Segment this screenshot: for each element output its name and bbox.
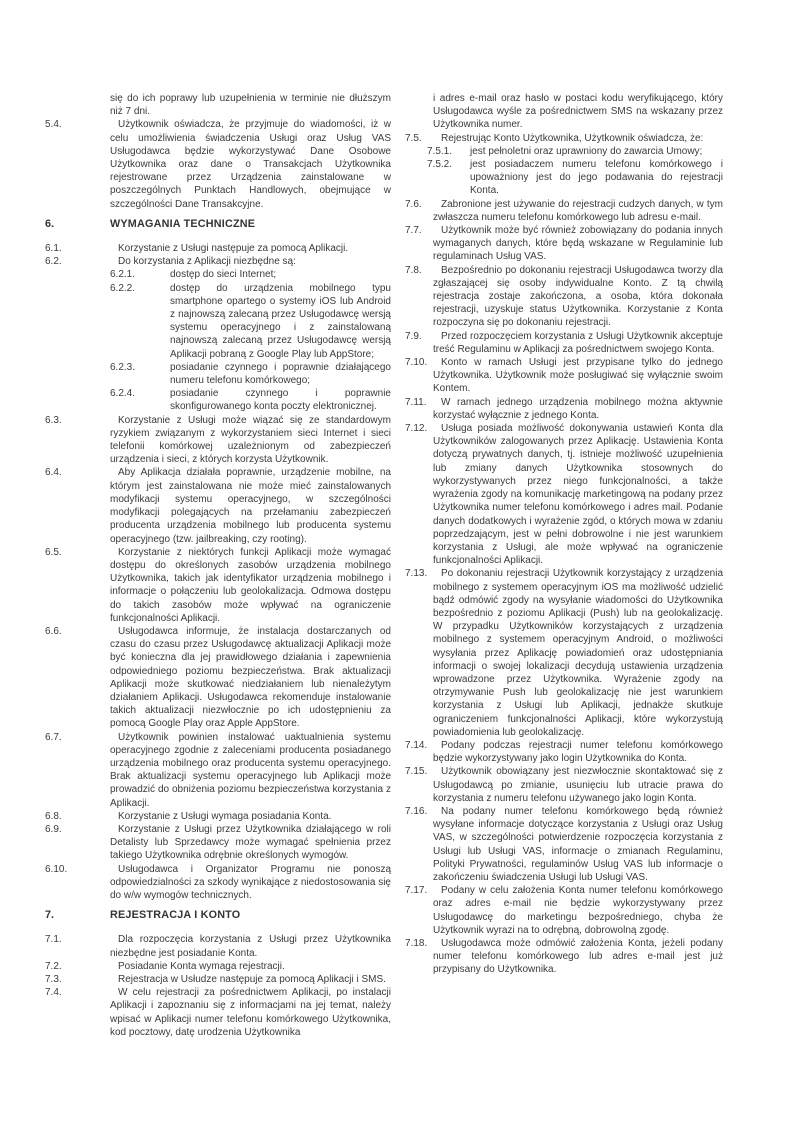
clause-text: W celu rejestracji za pośrednictwem Aplikacji, po instalacji Aplikacji i zapoznaniu się z informacjami na jej temat, należy wpisać w Aplikacji numer telefonu komórkowego Użytkownika, kod pocztowy, datę urodzenia Użytkownika [110, 987, 391, 1038]
clause-number: 7.18. [405, 938, 428, 949]
clause-text: Po dokonaniu rejestracji Użytkownik korzystający z urządzenia mobilnego z systemem operacyjnym iOS ma możliwość udzielić bądź odmówić zgody na wysyłanie wiadomości do Użytkownika bezpośrednio z poziomu Aplikacji (Push) lub na geolokalizację. W przypadku Użytkowników korzystających z urządzenia mobilnego z systemem operacyjnym Android, o możliwości wysyłania przez Aplikację powiadomień oraz udostępniania informacji o swojej lokalizacji decydują ustawienia urządzenia wprowadzone przez Użytkownika. Wyrażenie zgody na otrzymywanie Push lub geolokalizację nie jest warunkiem korzystania z Usługi lub Aplikacji, jednakże skutkuje ograniczeniem funkcjonalności Aplikacji, które wykorzystują powiadomienia lub geolokalizację. [433, 568, 723, 738]
clause-text: Na podany numer telefonu komórkowego będą również wysyłane informacje dotyczące korzystania z Usługi oraz Usług VAS, w szczególności potwierdzenie rozpoczęcia korzystania z Usługi lub Usługi VAS, informacje o zmianach Regulaminu, Polityki Prywatności, regulaminów Usług VAS lub informacje o zakończeniu świadczenia Usługi lub Usługi VAS. [433, 805, 723, 883]
clause-text: i adres e-mail oraz hasło w postaci kodu weryfikującego, który Usługodawca wyśle za pośrednictwem SMS na wskazany przez Użytkownika numer. [433, 93, 723, 131]
clause-number: 6.2.4. [110, 388, 136, 400]
clause-number: 7.15. [405, 766, 428, 778]
clause-row [45, 863, 391, 903]
clause-text: Korzystanie z Usługi następuje za pomocą Aplikacji. [118, 243, 349, 255]
clause-text: posiadanie czynnego i poprawnie działającego numeru telefonu komórkowego; [170, 361, 391, 387]
clause-text: Podany podczas rejestracji numer telefonu komórkowego będzie wykorzystywany jako login Użytkownika do Konta. [433, 739, 723, 765]
clause-row [45, 810, 391, 823]
clause-number: 6.2.3. [110, 361, 136, 373]
clause-number: 7.14. [405, 739, 428, 751]
clause-number: 6.9. [45, 823, 62, 835]
clause-number: 6.7. [45, 731, 62, 743]
clause-number: 6.2.1. [110, 269, 136, 281]
clause-number: 7.10. [405, 357, 428, 369]
clause-row [405, 937, 723, 977]
clause-text: jest pełnoletni oraz uprawniony do zawarcia Umowy; [470, 145, 703, 157]
clause-number: 7.9. [405, 330, 422, 342]
section-number: 7. [45, 909, 55, 922]
clause-number: 7.1. [45, 934, 62, 946]
clause-row [45, 255, 391, 268]
clause-text: Zabronione jest używanie do rejestracji cudzych danych, w tym zwłaszcza numeru telefonu komórkowego lub adresu e-mail. [433, 198, 723, 223]
clause-number: 7.7. [405, 225, 422, 237]
clause-text: Aby Aplikacja działała poprawnie, urządzenie mobilne, na którym jest zainstalowana nie może mieć zainstalowanych modyfikacji systemu operacyjnego, w szczególności modyfikacji polegających na przełamaniu zabezpieczeń producenta urządzenia mobilnego lub producenta systemu operacyjnego (tzw. jailbreaking, czy rooting). [110, 467, 391, 545]
clause-text: Usługodawca informuje, że instalacja dostarczanych od czasu do czasu przez Usługodawcę aktualizacji Aplikacji może być konieczna dla jej prawidłowego działania i zapewnienia odpowiedniego poziomu bezpieczeństwa. Brak aktualizacji Aplikacji może skutkować niedziałaniem lub nienależytym działaniem Aplikacji. Usługodawca rekomenduje instalowanie takich aktualizacji niezwłocznie po ich udostępnieniu za pomocą Google Play oraz Apple AppStore. [110, 625, 391, 730]
clause-text: Usługodawca i Organizator Programu nie ponoszą odpowiedzialności za szkody wynikające z niedostosowania się do w/w wymogów technicznych. [110, 863, 391, 901]
clause-continuation-row [45, 92, 391, 118]
clause-row [405, 132, 723, 145]
clause-row [405, 330, 723, 356]
clause-row [45, 986, 391, 1039]
clause-number: 7.11. [405, 396, 427, 408]
clause-number: 6.10. [45, 863, 68, 875]
left-column [45, 92, 391, 1039]
clause-number: 6.6. [45, 625, 62, 637]
clause-row [405, 765, 723, 805]
clause-text: Usługa posiada możliwość dokonywania ustawień Konta dla Użytkowników zalogowanych przez Aplikację. Ustawienia Konta dotyczą prywatnych danych, tj. istnieje możliwość uzupełnienia lub zmiany danych Użytkownika stosownych do wykorzystywanych przez niego funkcjonalności, a także wyrażenia zgody na komunikację marketingową na podany przez Użytkownika numer telefonu komórkowego i adres mail. Podanie danych dodatkowych i wyrażenie zgód, o których mowa w zdaniu poprzedzającym, jest w pełni dobrowolne i nie jest warunkiem korzystania z Usługi, ale może wpływać na ograniczenie funkcjonalności Aplikacji. [433, 423, 723, 567]
clause-row [110, 361, 391, 387]
clause-row [405, 567, 723, 739]
clause-row [427, 158, 723, 198]
clause-text: dostęp do urządzenia mobilnego typu smartphone opartego o systemy iOS lub Android z najnowszą zalecaną przez Usługodawcę wersją systemu operacyjnego i z zainstalowaną najnowszą zalecaną przez Usługodawcę wersją Aplikacji pobraną z Google Play lub AppStore; [170, 282, 391, 360]
clause-number: 7.3. [45, 974, 62, 985]
clause-row [427, 145, 723, 158]
clause-row [405, 422, 723, 567]
clause-number: 7.16. [405, 805, 428, 817]
clause-row [45, 823, 391, 863]
clause-row [45, 973, 391, 986]
clause-row [45, 466, 391, 545]
clause-row [45, 242, 391, 255]
clause-text: Usługodawca może odmówić założenia Konta, jeżeli podany numer telefonu komórkowego lub adres e-mail jest już przypisany do Użytkownika. [433, 938, 723, 976]
clause-number: 6.2.2. [110, 282, 136, 294]
clause-number: 7.5.1. [427, 145, 453, 157]
clause-number: 6.8. [45, 810, 62, 822]
clause-text: Dla rozpoczęcia korzystania z Usługi przez Użytkownika niezbędne jest posiadanie Konta. [110, 934, 391, 959]
clause-number: 7.13. [405, 568, 428, 580]
clause-number: 7.8. [405, 264, 422, 276]
clause-number: 6.3. [45, 414, 62, 426]
clause-number: 7.5. [405, 132, 422, 144]
clause-number: 7.5.2. [427, 159, 453, 171]
clause-row [405, 884, 723, 937]
clause-text: Użytkownik obowiązany jest niezwłocznie skontaktować się z Usługodawcą po zmianie, usunięciu lub utracie prawa do korzystania z numeru telefonu używanego jako login Konta. [433, 766, 723, 804]
clause-text: Użytkownik może być również zobowiązany do podania innych wymaganych danych, które będą wskazane w Regulaminie lub regulaminach Usług VAS. [433, 225, 723, 263]
clause-text: Konto w ramach Usługi jest przypisane tylko do jednego Użytkownika. Użytkownik może posługiwać się wyłącznie swoim Kontem. [433, 357, 723, 395]
clause-row [110, 387, 391, 413]
clause-number: 7.12. [405, 423, 428, 435]
clause-row [110, 268, 391, 281]
clause-number: 6.2. [45, 256, 62, 268]
clause-number: 7.2. [45, 960, 62, 972]
clause-text: dostęp do sieci Internet; [170, 269, 277, 281]
section-number: 6. [45, 217, 55, 230]
clause-row [45, 625, 391, 731]
clause-text: Korzystanie z niektórych funkcji Aplikacji może wymagać dostępu do określonych zasobów urządzenia mobilnego Użytkownika, takich jak identyfikator urządzenia mobilnego i informacje o połączeniu lub geolokalizacja. Odmowa dostępu do takich zasobów może wpływać na ograniczenie funkcjonalności Aplikacji. [110, 546, 391, 624]
clause-row [45, 933, 391, 959]
clause-row [110, 282, 391, 361]
clause-text: Korzystanie z Usługi wymaga posiadania Konta. [118, 810, 332, 822]
clause-row [405, 739, 723, 765]
clause-number: 7.4. [45, 987, 62, 999]
clause-text: Rejestracja w Usłudze następuje za pomocą Aplikacji i SMS. [118, 974, 386, 985]
clause-number: 6.4. [45, 467, 62, 479]
clause-row [45, 731, 391, 810]
clause-text: Użytkownik powinien instalować uaktualnienia systemu operacyjnego zgodnie z zaleceniami producenta posiadanego urządzenia mobilnego oraz producenta systemu operacyjnego. Brak aktualizacji systemu operacyjnego lub Aplikacji może prowadzić do obniżenia poziomu bezpieczeństwa korzystania z Aplikacji. [110, 731, 391, 809]
clause-text: Przed rozpoczęciem korzystania z Usługi Użytkownik akceptuje treść Regulaminu w Aplikacji za pośrednictwem swojego Konta. [433, 330, 723, 355]
clause-row [405, 396, 723, 422]
clause-text: jest posiadaczem numeru telefonu komórkowego i upoważniony jest do jego podawania do rejestracji Konta. [470, 159, 723, 197]
clause-row [45, 960, 391, 973]
clause-row [45, 118, 391, 210]
section-title: REJESTRACJA I KONTO [110, 909, 241, 922]
clause-number: 7.6. [405, 198, 422, 210]
clause-continuation-row [405, 92, 723, 132]
clause-row [405, 805, 723, 884]
clause-text: się do ich poprawy lub uzupełnienia w terminie nie dłuższym niż 7 dni. [110, 93, 391, 118]
clause-number: 7.17. [405, 885, 428, 897]
clause-text: W ramach jednego urządzenia mobilnego można aktywnie korzystać wyłącznie z jednego Konta. [433, 396, 723, 421]
clause-text: Użytkownik oświadcza, że przyjmuje do wiadomości, iż w celu umożliwienia świadczenia Usługi oraz Usług VAS Usługodawca będzie wykorzystywać Dane Osobowe Użytkownika oraz dane o Transakcjach Użytkownika rejestrowane przez Urządzenia zainstalowane w poszczególnych Punktach Handlowych, obejmujące w szczególności Dane Transakcyjne. [110, 119, 391, 210]
clause-text: Bezpośrednio po dokonaniu rejestracji Usługodawca tworzy dla zgłaszającej się osoby indywidualne Konto. Z tą chwilą rejestracja zostaje zakończona, a osoba, która dokonała rejestracji, uzyskuje status Użytkownika. Korzystanie z Konta rozpoczyna się po dokonaniu rejestracji. [433, 264, 723, 329]
clause-row [405, 198, 723, 224]
clause-row [45, 414, 391, 467]
section-heading-row [45, 909, 391, 922]
clause-row [405, 264, 723, 330]
clause-row [405, 356, 723, 396]
right-column [405, 92, 723, 977]
clause-number: 5.4. [45, 119, 62, 131]
clause-text: Do korzystania z Aplikacji niezbędne są: [118, 256, 296, 268]
section-heading-row [45, 218, 391, 231]
clause-row [405, 224, 723, 264]
section-title: WYMAGANIA TECHNICZNE [110, 217, 256, 230]
clause-number: 6.5. [45, 546, 62, 558]
clause-text: Korzystanie z Usługi przez Użytkownika działającego w roli Detalisty lub Sprzedawcy może wymagać spełnienia przez takiego Użytkownika odrębnie określonych wymogów. [110, 823, 391, 862]
clause-row [45, 546, 391, 625]
clause-text: Rejestrując Konto Użytkownika, Użytkownik oświadcza, że: [441, 132, 704, 144]
clause-number: 6.1. [45, 243, 62, 255]
clause-text: Korzystanie z Usługi może wiązać się ze standardowym ryzykiem związanym z wykorzystaniem sieci Internet i sieci telefonii komórkowej uzależnionym od zabezpieczeń urządzenia i sieci, z których korzysta Użytkownik. [110, 414, 391, 466]
clause-text: posiadanie czynnego i poprawnie skonfigurowanego konta poczty elektronicznej. [170, 388, 391, 413]
clause-text: Podany w celu założenia Konta numer telefonu komórkowego oraz adres e-mail nie będzie wykorzystywany przez Usługodawcę do marketingu bezpośredniego, chyba że Użytkownik wyrazi na to odrębną, dobrowolną zgodę. [433, 885, 723, 936]
clause-text: Posiadanie Konta wymaga rejestracji. [118, 960, 285, 972]
